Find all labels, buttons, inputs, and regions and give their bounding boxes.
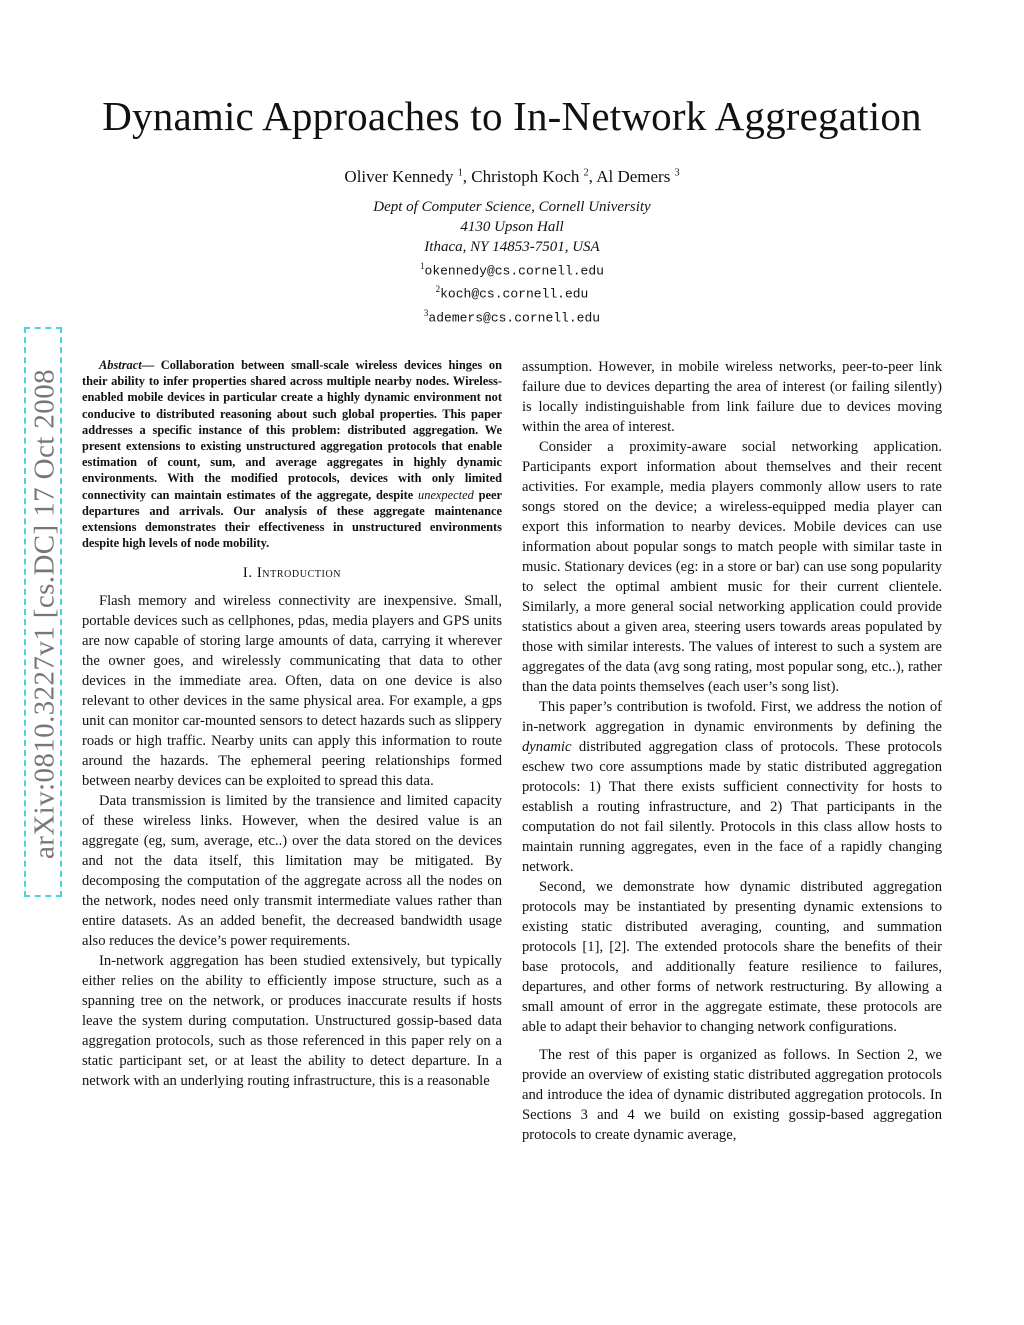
affiliation-dept: Dept of Computer Science, Cornell University	[373, 199, 651, 215]
paper-title: Dynamic Approaches to In-Network Aggregation	[102, 93, 922, 139]
paragraph-text: This paper’s contribution is twofold. First, we address the notion of in-network aggregation in dynamic environments by defining the	[522, 699, 942, 735]
body-paragraph: Second, we demonstrate how dynamic distributed aggregation protocols may be instantiated by presenting dynamic extensions to existing static distributed averaging, counting, and summation protocols [1], [2]. The extended protocols share the benefits of their base protocols, and additionally feature resilience to failures, departures, and other forms of network restructuring. By allowing a small amount of error in the aggregate estimate, these protocols are able to adapt their behavior to changing network configurations.	[522, 879, 942, 1035]
email-line	[0, 304, 1024, 327]
author-name: Al Demers	[596, 167, 671, 186]
body-paragraph: Consider a proximity-aware social networking application. Participants export information about themselves and their recent activities. For example, media players commonly allow users to rate songs stored on the device; a wireless-equipped media player can export this information to nearby devices. Mobile devices can use information about popular songs to match people with similar taste in music. Stationary devices (eg: in a store or bar) can use song popularity to select the optimal ambient music for their current clientele. Similarly, a more general social networking application could provide statistics about a given area, steering users towards areas populated by those with similar interests. The values of interest to such a system are aggregates of the data (avg song rating, most popular song, etc..), rather than the data points themselves (each user’s song list).	[522, 439, 942, 695]
abstract-text-2: peer departures and arrivals. Our analysis of these aggregate maintenance extensions demonstrates their effectiveness in unstructured environments despite high levels of node mobility.	[82, 487, 502, 551]
left-column	[82, 357, 502, 1091]
body-paragraph: The rest of this paper is organized as follows. In Section 2, we provide an overview of existing static distributed aggregation protocols and introduce the idea of dynamic distributed aggregation protocols. In Sections 3 and 4 we build on existing gossip-based aggregation protocols to create dynamic average,	[522, 1047, 942, 1143]
body-paragraph: In-network aggregation has been studied extensively, but typically either relies on the ability to efficiently impose structure, such as a spanning tree on the network, or produces inaccurate results if hosts leave the system during computation. Unstructured gossip-based data aggregation protocols, such as those referenced in this paper rely on a static participant set, or at least the ability to detect departure. In a network with an underlying routing infrastructure, this is a reasonable	[82, 953, 502, 1090]
email-mark: 2	[435, 284, 441, 295]
arxiv-stamp-text: arXiv:0810.3227v1 [cs.DC] 17 Oct 2008	[28, 368, 61, 860]
abstract-label: Abstract	[99, 358, 142, 372]
affiliation	[0, 197, 1024, 257]
section-number: I.	[242, 565, 253, 582]
body-paragraph: assumption. However, in mobile wireless networks, peer-to-peer link failure due to devices departing the area of interest (or failing silently) is locally indistinguishable from link failure due to devices moving within the area of interest.	[522, 359, 942, 435]
email-address[interactable]: koch@cs.cornell.edu	[440, 286, 589, 302]
email-address[interactable]: okennedy@cs.cornell.edu	[424, 263, 604, 279]
body-paragraph: Data transmission is limited by the transience and limited capacity of these wireless links. However, when the desired value is an aggregate (eg, sum, average, etc..) over the data stored on the devices and not the data itself, this limitation may be mitigated. By decomposing the computation of the aggregate across all the nodes on the network, nodes need only transmit intermediate values rather than entire datasets. As an added benefit, the decreased bandwidth usage also reduces the device’s power requirements.	[82, 793, 502, 950]
email-mark: 3	[423, 307, 429, 318]
email-line	[0, 257, 1024, 280]
email-mark: 1	[420, 261, 425, 271]
email-line	[0, 280, 1024, 303]
abstract-dash: —	[141, 358, 155, 372]
abstract-emphasis: unexpected	[418, 487, 474, 502]
author-mark: 3	[674, 167, 680, 179]
paragraph-emphasis: dynamic	[522, 739, 572, 755]
author-line: Oliver Kennedy $^1$, Christoph Koch $^2$, Al Demers $^3$	[344, 167, 680, 186]
section-title: Introduction	[256, 565, 342, 582]
abstract	[82, 357, 502, 551]
paragraph-text: distributed aggregation class of protocols. These protocols eschew two core assumptions made by static distributed aggregation protocols: 1) That there exists sufficient connectivity for hosts to establish a routing infrastructure, and 2) That participants in the computation do not fail silently. Protocols in this class allow hosts to maintain running aggregates, even in the face of a rapidly changing network.	[522, 739, 942, 875]
author-mark: 2	[583, 167, 589, 179]
arxiv-stamp	[24, 327, 62, 897]
body-paragraph: Flash memory and wireless connectivity are inexpensive. Small, portable devices such as cellphones, pdas, media players and GPS units are now capable of storing large amounts of data, carrying it wherever the owner goes, and wirelessly communicating that data to other devices in the immediate area. Often, data on one device is also relevant to other devices in the same physical area. For example, a gps unit can monitor car-mounted sensors to detect hazards such as slippery roads or high traffic. Nearby units can apply this information to route around the hazards. The ephemeral peering relationships formed between nearby devices can be exploited to spread this data.	[82, 593, 502, 790]
email-list	[0, 257, 1024, 327]
section-heading	[82, 563, 502, 583]
email-address[interactable]: ademers@cs.cornell.edu	[428, 309, 601, 325]
author-name: Christoph Koch	[471, 167, 580, 186]
affiliation-address: 4130 Upson Hall	[460, 219, 564, 235]
author-name: Oliver Kennedy	[344, 167, 454, 186]
author-mark: 1	[457, 167, 463, 179]
body-paragraph	[522, 697, 942, 877]
affiliation-city: Ithaca, NY 14853-7501, USA	[424, 239, 600, 255]
abstract-text-1: Collaboration between small-scale wireless devices hinges on their ability to infer properties shared across multiple nearby nodes. Wireless-enabled mobile devices in particular create a highly dynamic environment not conducive to distributed reasoning about such global properties. This paper addresses a specific instance of this problem: distributed aggregation. We present extensions to existing unstructured aggregation protocols that enable estimation of count, sum, and average aggregates in highly dynamic environments. With the modified protocols, devices with only limited connectivity can maintain estimates of the aggregate, despite	[82, 358, 502, 502]
right-column	[522, 357, 942, 1145]
